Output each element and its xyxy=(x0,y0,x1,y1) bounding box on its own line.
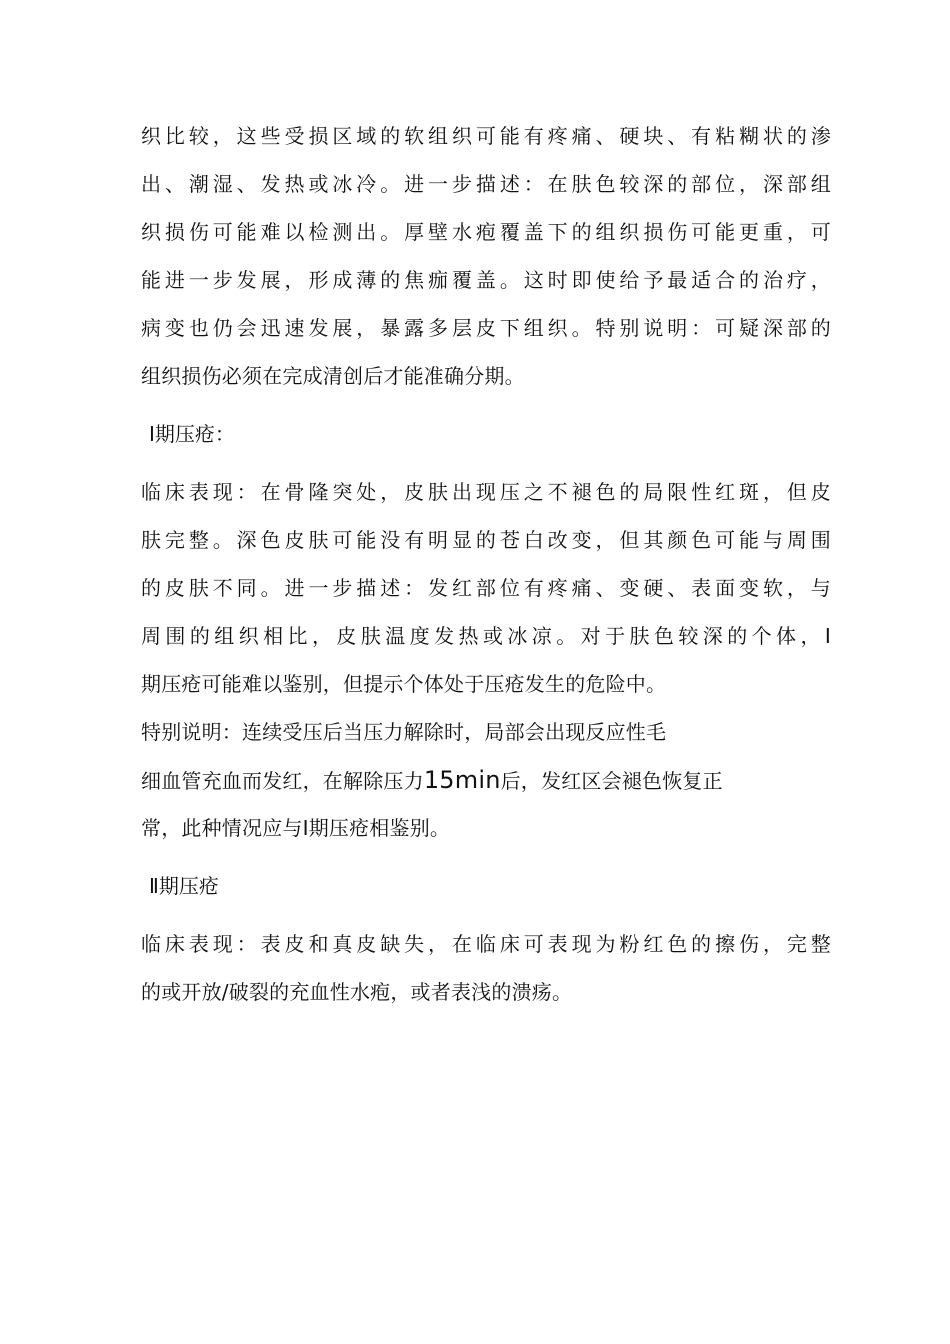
text-line: 织比较，这些受损区域的软组织可能有疼痛、硬块、有粘糊状的渗 xyxy=(141,124,831,148)
text-line: 肤完整。深色皮肤可能没有明显的苍白改变，但其颜色可能与周围 xyxy=(141,528,831,552)
stage-2-heading: Ⅱ期压疮 xyxy=(149,874,219,898)
text-line: 临床表现：在骨隆突处，皮肤出现压之不褪色的局限性红斑，但皮 xyxy=(141,480,831,504)
text-line: 的皮肤不同。进一步描述：发红部位有疼痛、变硬、表面变软，与 xyxy=(141,576,831,600)
text-line: 织损伤可能难以检测出。厚壁水疱覆盖下的组织损伤可能更重，可 xyxy=(141,220,831,244)
text-segment: 后，发红区会褪色恢复正 xyxy=(500,769,723,793)
text-line: 出、潮湿、发热或冰冷。进一步描述：在肤色较深的部位，深部组 xyxy=(141,172,831,196)
stage-2-paragraph xyxy=(141,920,831,1016)
text-line: 组织损伤必须在完成清创后才能准确分期。 xyxy=(141,364,525,388)
text-line: 临床表现：表皮和真皮缺失，在临床可表现为粉红色的擦伤，完整 xyxy=(141,932,831,956)
stage-1-heading: Ⅰ期压疮： xyxy=(149,422,235,446)
text-line: 周围的组织相比，皮肤温度发热或冰凉。对于肤色较深的个体，Ⅰ xyxy=(141,624,831,648)
duration-value: 15min xyxy=(423,766,501,794)
text-line: 期压疮可能难以鉴别，但提示个体处于压疮发生的危险中。 xyxy=(141,672,667,696)
text-line: 病变也仍会迅速发展，暴露多层皮下组织。特别说明：可疑深部的 xyxy=(141,316,831,340)
text-line: 特别说明：连续受压后当压力解除时，局部会出现反应性毛 xyxy=(141,720,667,744)
deep-tissue-injury-paragraph xyxy=(141,112,831,400)
text-line: 的或开放/破裂的充血性水疱，或者表浅的溃疡。 xyxy=(141,980,573,1004)
text-line: 能进一步发展，形成薄的焦痂覆盖。这时即使给予最适合的治疗， xyxy=(141,268,831,292)
stage-1-paragraph xyxy=(141,468,831,852)
text-segment: 细血管充血而发红，在解除压力 xyxy=(141,769,424,793)
document-body xyxy=(141,112,831,1016)
text-line: 常，此种情况应与Ⅰ期压疮相鉴别。 xyxy=(141,816,451,840)
text-line xyxy=(141,756,831,804)
